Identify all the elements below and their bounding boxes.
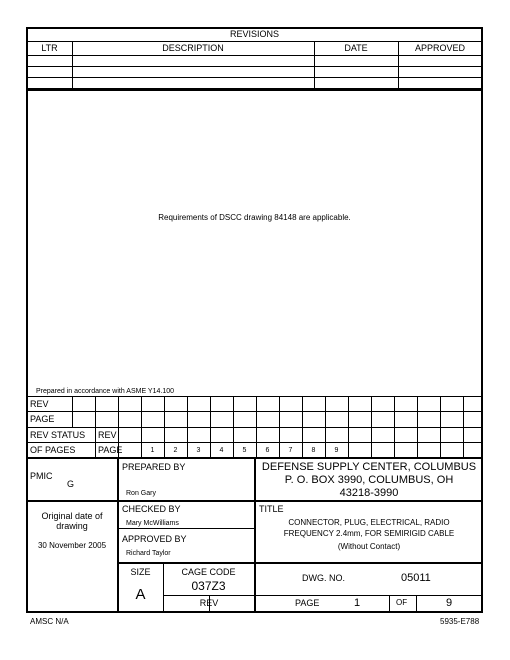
rev-label: REV (30, 399, 49, 409)
prepared-note: Prepared in accordance with ASME Y14.100 (36, 388, 175, 395)
page-label-bottom: PAGE (295, 598, 320, 608)
page-number: 7 (288, 447, 293, 454)
pmic-value: G (67, 479, 75, 489)
of-pages-page-label: PAGE (98, 445, 123, 455)
footer-left: AMSC N/A (30, 617, 69, 626)
col-description: DESCRIPTION (162, 43, 224, 53)
original-date-value: 30 November 2005 (37, 541, 107, 550)
dwg-no-label: DWG. NO. (302, 573, 345, 583)
page-number: 1 (150, 447, 155, 454)
cage-code-label: CAGE CODE (181, 567, 236, 577)
of-value: 9 (446, 597, 453, 609)
page-number: 8 (311, 447, 316, 454)
cage-code-value: 037Z3 (191, 579, 226, 593)
of-pages-label: OF PAGES (30, 445, 76, 455)
col-ltr: LTR (41, 43, 58, 53)
pmic-label: PMIC (30, 471, 53, 481)
rev-label-bottom: REV (199, 598, 219, 608)
size-value: A (135, 586, 146, 603)
page-number: 6 (265, 447, 270, 454)
col-approved: APPROVED (414, 43, 465, 53)
agency-line-3: 43218-3990 (339, 487, 399, 499)
title-line-1: CONNECTOR, PLUG, ELECTRICAL, RADIO (288, 518, 450, 527)
prepared-by-label: PREPARED BY (122, 462, 186, 472)
page-label: PAGE (30, 414, 55, 424)
page-number: 3 (196, 447, 201, 454)
page-value: 1 (354, 597, 361, 609)
revisions-title: REVISIONS (229, 29, 279, 39)
body-note: Requirements of DSCC drawing 84148 are applicable. (158, 213, 351, 222)
approved-by-name: Richard Taylor (126, 550, 171, 557)
page-number: 5 (242, 447, 247, 454)
title-line-2: FREQUENCY 2.4mm, FOR SEMIRIGID CABLE (283, 529, 455, 538)
checked-by-name: Mary McWilliams (126, 520, 179, 527)
page-number: 9 (334, 447, 339, 454)
title-label: TITLE (259, 504, 284, 514)
prepared-by-name: Ron Gary (126, 490, 156, 497)
page-number: 4 (219, 447, 224, 454)
of-label: OF (396, 598, 408, 607)
original-date-label-2: drawing (56, 521, 88, 531)
agency-line-2: P. O. BOX 3990, COLUMBUS, OH (284, 474, 454, 486)
agency-line-1: DEFENSE SUPPLY CENTER, COLUMBUS (261, 461, 477, 473)
size-label: SIZE (130, 567, 151, 577)
footer-right: 5935-E788 (440, 617, 480, 626)
rev-status-rev-label: REV (98, 430, 117, 440)
dwg-no-value: 05011 (401, 572, 431, 584)
page-number: 2 (173, 447, 178, 454)
title-line-3: (Without Contact) (337, 542, 401, 551)
checked-by-label: CHECKED BY (122, 504, 181, 514)
col-date: DATE (344, 43, 368, 53)
approved-by-label: APPROVED BY (122, 534, 187, 544)
original-date-label: Original date of (41, 511, 103, 521)
rev-status-label: REV STATUS (30, 430, 86, 440)
